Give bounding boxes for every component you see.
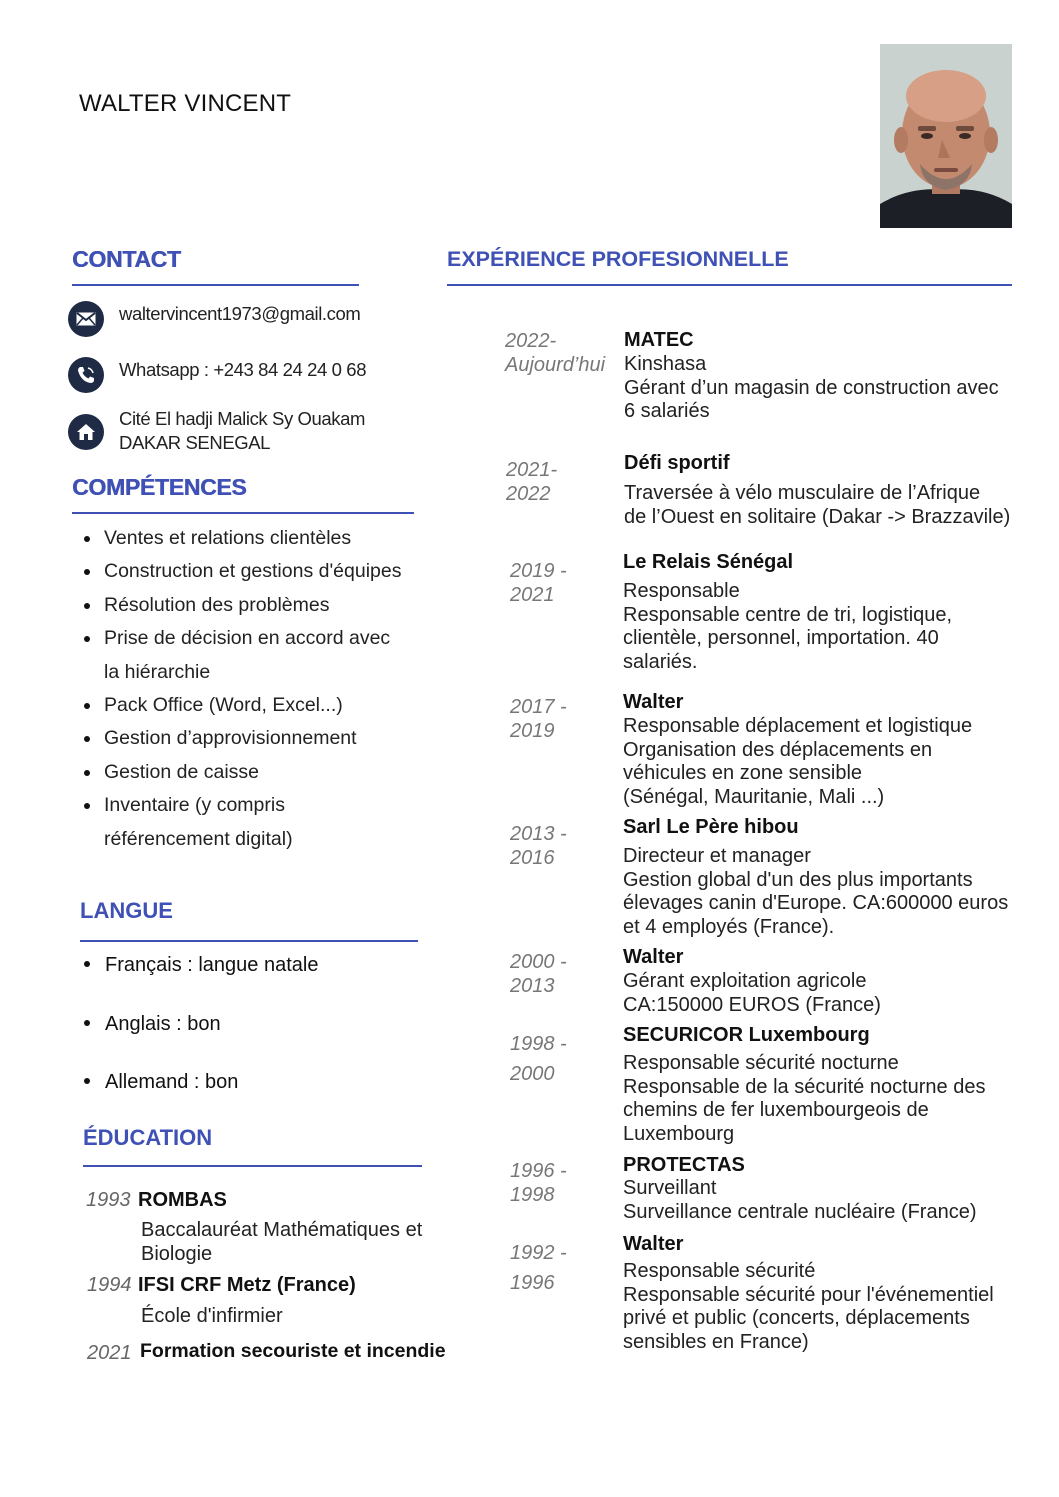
skill-item: Gestion de caisse [79, 756, 409, 789]
address-line-1: Cité El hadji Malick Sy Ouakam [119, 408, 366, 429]
phone-text: Whatsapp : +243 84 24 24 0 68 [119, 359, 367, 380]
experience-item [624, 329, 999, 424]
phone-icon [68, 357, 104, 393]
skills-divider [72, 512, 414, 514]
skill-item: Résolution des problèmes [79, 589, 409, 622]
experience-date: 2017 - 2019 [510, 696, 567, 742]
experience-company: Le Relais Sénégal [623, 551, 794, 573]
education-title: ÉDUCATION [83, 1125, 213, 1150]
language-text: Allemand : bon [105, 1071, 239, 1093]
experience-title: EXPÉRIENCE PROFESIONNELLE [447, 247, 789, 271]
skill-item: Construction et gestions d'équipes [79, 555, 409, 588]
mail-icon [68, 301, 104, 337]
experience-company: SECURICOR Luxembourg [623, 1024, 870, 1046]
language-text: Français : langue natale [105, 954, 319, 976]
skills-title: COMPÉTENCES [72, 474, 247, 500]
language-item [80, 1071, 238, 1094]
contact-divider [72, 284, 359, 286]
experience-company: Défi sportif [624, 452, 730, 474]
education-year: 1994 [87, 1274, 132, 1296]
education-description: École d'infirmier [141, 1305, 283, 1327]
languages-divider [80, 940, 418, 942]
experience-company: Walter [623, 691, 684, 713]
languages-title: LANGUE [80, 898, 173, 923]
experience-date: 2019 - 2021 [510, 560, 567, 606]
experience-company: Walter [623, 1233, 684, 1255]
address-line-2: DAKAR SENEGAL [119, 432, 271, 453]
education-description: Baccalauréat Mathématiques et Biologie [141, 1219, 423, 1265]
education-divider [83, 1165, 422, 1167]
education-item [87, 1274, 132, 1297]
skill-item: Inventaire (y compris référencement digital) [79, 789, 409, 856]
skill-item: Ventes et relations clientèles [79, 522, 409, 555]
home-icon [68, 414, 104, 450]
email-text[interactable]: waltervincent1973@gmail.com [119, 303, 361, 324]
experience-date: 1998 - 2000 [510, 1033, 567, 1085]
candidate-name: WALTER VINCENT [79, 90, 292, 117]
education-year: 2021 [87, 1342, 132, 1364]
contact-address [68, 407, 365, 455]
education-item [86, 1189, 131, 1212]
experience-description: Kinshasa Gérant d’un magasin de construction avec 6 salariés [624, 353, 999, 422]
profile-photo [880, 44, 1012, 228]
language-item [80, 1013, 221, 1036]
experience-item [623, 946, 881, 1017]
contact-phone [68, 357, 366, 393]
experience-divider [447, 284, 1012, 286]
contact-title: CONTACT [72, 246, 181, 272]
education-item [87, 1342, 132, 1365]
experience-company: Walter [623, 946, 684, 968]
experience-item [623, 816, 1008, 939]
experience-item [623, 1154, 977, 1224]
experience-date: 1996 - 1998 [510, 1160, 567, 1206]
experience-date: 2000 - 2013 [510, 951, 567, 997]
experience-company: Sarl Le Père hibou [623, 816, 799, 838]
experience-description: Responsable sécurité nocturne Responsable de la sécurité nocturne des chemins de fer luxembourgeois de Luxembourg [623, 1052, 986, 1145]
skill-item: Gestion d’approvisionnement [79, 722, 409, 755]
experience-item [623, 1233, 994, 1354]
experience-item [623, 1024, 985, 1146]
skill-item: Pack Office (Word, Excel...) [79, 689, 409, 722]
education-school: ROMBAS [138, 1189, 227, 1211]
experience-description: Responsable sécurité Responsable sécurité pour l'événementiel privé et public (concerts, déplacements sensibles en France) [623, 1260, 994, 1353]
experience-description: Responsable Responsable centre de tri, logistique, clientèle, personnel, importation. 40 salariés. [623, 580, 953, 673]
experience-company: MATEC [624, 329, 694, 351]
experience-company: PROTECTAS [623, 1154, 745, 1176]
experience-description: Traversée à vélo musculaire de l’Afrique de l’Ouest en solitaire (Dakar -> Brazzavile) [624, 482, 1011, 528]
experience-item [624, 452, 1010, 529]
education-year: 1993 [86, 1189, 131, 1211]
experience-description: Gérant exploitation agricole CA:150000 EUROS (France) [623, 970, 881, 1016]
address-text [119, 407, 365, 455]
experience-description: Responsable déplacement et logistique Organisation des déplacements en véhicules en zone sensible (Sénégal, Mauritanie, Mali ...) [623, 715, 973, 808]
experience-date: 1992 - 1996 [510, 1242, 567, 1294]
language-item [80, 954, 318, 977]
language-text: Anglais : bon [105, 1013, 221, 1035]
experience-description: Directeur et manager Gestion global d'un des plus importants élevages canin d'Europe. CA:600000 euros et 4 employés (France). [623, 845, 1009, 938]
experience-description: Surveillant Surveillance centrale nucléaire (France) [623, 1177, 977, 1223]
experience-date: 2021- 2022 [506, 459, 558, 505]
contact-email [68, 301, 360, 337]
experience-date: 2022- Aujourd’hui [505, 330, 606, 376]
experience-item [623, 691, 972, 809]
skills-list [79, 522, 409, 856]
education-school: IFSI CRF Metz (France) [138, 1274, 356, 1296]
experience-date: 2013 - 2016 [510, 823, 567, 869]
experience-item [623, 551, 952, 674]
skill-item: Prise de décision en accord avec la hiérarchie [79, 622, 409, 689]
education-school: Formation secouriste et incendie [140, 1340, 446, 1362]
